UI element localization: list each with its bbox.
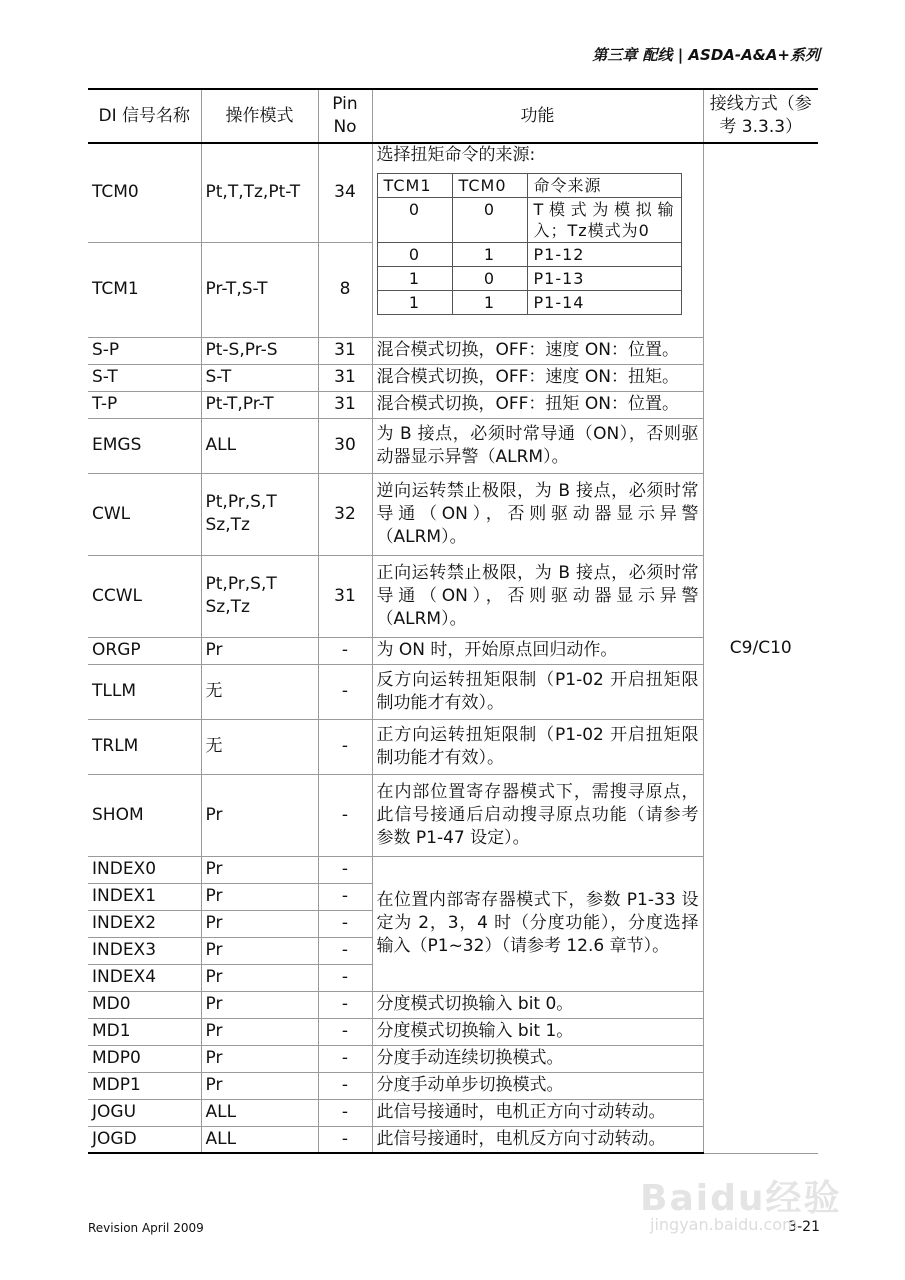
pin-number: 30 [318, 418, 372, 473]
operation-mode: Pr [201, 910, 318, 937]
operation-mode: Pr [201, 1045, 318, 1072]
signal-name: INDEX1 [88, 883, 201, 910]
bit-value: 1 [452, 291, 527, 315]
signal-name: EMGS [88, 418, 201, 473]
bit-value: 0 [452, 198, 527, 243]
signal-name: TRLM [88, 719, 201, 774]
pin-number: - [318, 1099, 372, 1126]
function-description: 为 ON 时，开始原点回归动作。 [372, 637, 703, 664]
bit-value: 1 [377, 291, 452, 315]
operation-mode: Pr [201, 1072, 318, 1099]
signal-name: TLLM [88, 664, 201, 719]
pin-number: - [318, 883, 372, 910]
sub-table-row [377, 267, 681, 291]
signal-name: MD0 [88, 991, 201, 1018]
bit-value: 0 [377, 198, 452, 243]
pin-number: - [318, 719, 372, 774]
pin-number: 31 [318, 555, 372, 637]
signal-name: TCM1 [88, 242, 201, 337]
signal-name: MDP1 [88, 1072, 201, 1099]
signal-name: MD1 [88, 1018, 201, 1045]
sub-table-header [377, 174, 681, 198]
function-description: 分度手动连续切换模式。 [372, 1045, 703, 1072]
signal-name: CWL [88, 473, 201, 555]
operation-mode: Pr [201, 937, 318, 964]
pin-number: - [318, 1045, 372, 1072]
signal-name: INDEX3 [88, 937, 201, 964]
sub-header-cell: TCM0 [452, 174, 527, 198]
torque-source-table [377, 173, 682, 315]
di-signal-table [88, 88, 818, 1154]
function-description: 分度手动单步切换模式。 [372, 1072, 703, 1099]
pin-number: 31 [318, 337, 372, 364]
operation-mode: 无 [201, 664, 318, 719]
operation-mode: Pr [201, 856, 318, 883]
signal-name: SHOM [88, 774, 201, 856]
operation-mode: Pr [201, 991, 318, 1018]
pin-number: - [318, 1018, 372, 1045]
command-source: P1-13 [527, 267, 681, 291]
function-description: 分度模式切换输入 bit 1。 [372, 1018, 703, 1045]
operation-mode: ALL [201, 418, 318, 473]
signal-name: INDEX0 [88, 856, 201, 883]
pin-number: - [318, 637, 372, 664]
table-header-row [88, 89, 818, 143]
bit-value: 1 [452, 243, 527, 267]
function-description: 混合模式切换，OFF：速度 ON：扭矩。 [372, 364, 703, 391]
signal-name: S-T [88, 364, 201, 391]
sub-table-row [377, 243, 681, 267]
pin-number: - [318, 964, 372, 991]
signal-name: MDP0 [88, 1045, 201, 1072]
function-description: 正向运转禁止极限，为 B 接点，必须时常导通（ON），否则驱动器显示异警（ALRM）。 [372, 555, 703, 637]
signal-name: JOGU [88, 1099, 201, 1126]
col-header-func: 功能 [372, 89, 703, 143]
bit-value: 1 [377, 267, 452, 291]
signal-name: CCWL [88, 555, 201, 637]
command-source: T模式为模拟输入；Tz模式为0 [527, 198, 681, 243]
operation-mode: 无 [201, 719, 318, 774]
pin-number: - [318, 774, 372, 856]
operation-mode: Pr [201, 1018, 318, 1045]
pin-number: - [318, 664, 372, 719]
pin-number: - [318, 991, 372, 1018]
watermark-logo: Baidu经验 [640, 1178, 842, 1219]
operation-mode: Pr [201, 883, 318, 910]
operation-mode: Pr [201, 774, 318, 856]
operation-mode: Pt,T,Tz,Pt-T [201, 143, 318, 242]
pin-number: - [318, 910, 372, 937]
footer-revision: Revision April 2009 [88, 1221, 204, 1235]
operation-mode: Pt-S,Pr-S [201, 337, 318, 364]
signal-name: INDEX4 [88, 964, 201, 991]
function-description: 此信号接通时，电机反方向寸动转动。 [372, 1126, 703, 1153]
col-header-mode: 操作模式 [201, 89, 318, 143]
command-source: P1-12 [527, 243, 681, 267]
function-description: 在内部位置寄存器模式下，需搜寻原点，此信号接通后启动搜寻原点功能（请参考参数 P1-47 设定）。 [372, 774, 703, 856]
operation-mode: Pr-T,S-T [201, 242, 318, 337]
table-row [88, 143, 818, 242]
bit-value: 0 [452, 267, 527, 291]
signal-name: INDEX2 [88, 910, 201, 937]
signal-name: ORGP [88, 637, 201, 664]
col-header-pin: Pin No [318, 89, 372, 143]
signal-name: S-P [88, 337, 201, 364]
operation-mode: Pt,Pr,S,T Sz,Tz [201, 555, 318, 637]
sub-header-cell: TCM1 [377, 174, 452, 198]
operation-mode: Pt-T,Pr-T [201, 391, 318, 418]
col-header-wire: 接线方式（参考 3.3.3） [703, 89, 818, 143]
pin-number: - [318, 1072, 372, 1099]
function-description: 为 B 接点，必须时常导通（ON），否则驱动器显示异警（ALRM）。 [372, 418, 703, 473]
wiring-method: C9/C10 [703, 143, 818, 1153]
pin-number: 34 [318, 143, 372, 242]
function-index: 在位置内部寄存器模式下，参数 P1-33 设定为 2，3，4 时（分度功能），分度选择输入（P1~32）（请参考 12.6 章节）。 [372, 856, 703, 991]
operation-mode: ALL [201, 1099, 318, 1126]
command-source: P1-14 [527, 291, 681, 315]
pin-number: 32 [318, 473, 372, 555]
function-description: 逆向运转禁止极限，为 B 接点，必须时常导通（ON），否则驱动器显示异警（ALRM）。 [372, 473, 703, 555]
pin-number: - [318, 856, 372, 883]
watermark-url: jingyan.baidu.com [650, 1215, 798, 1234]
col-header-name: DI 信号名称 [88, 89, 201, 143]
operation-mode: Pr [201, 964, 318, 991]
pin-number: - [318, 937, 372, 964]
signal-name: T-P [88, 391, 201, 418]
sub-table-row [377, 198, 681, 243]
function-description: 混合模式切换，OFF：扭矩 ON：位置。 [372, 391, 703, 418]
sub-table-row [377, 291, 681, 315]
function-description: 混合模式切换，OFF：速度 ON：位置。 [372, 337, 703, 364]
page-header: 第三章 配线 | ASDA-A&A+系列 [592, 46, 820, 64]
pin-number: - [318, 1126, 372, 1153]
bit-value: 0 [377, 243, 452, 267]
signal-name: JOGD [88, 1126, 201, 1153]
signal-name: TCM0 [88, 143, 201, 242]
function-description: 反方向运转扭矩限制（P1-02 开启扭矩限制功能才有效）。 [372, 664, 703, 719]
function-description: 正方向运转扭矩限制（P1-02 开启扭矩限制功能才有效）。 [372, 719, 703, 774]
operation-mode: ALL [201, 1126, 318, 1153]
pin-number: 31 [318, 391, 372, 418]
operation-mode: S-T [201, 364, 318, 391]
sub-header-cell: 命令来源 [527, 174, 681, 198]
footer-page-number: 3-21 [788, 1219, 820, 1235]
function-description: 此信号接通时，电机正方向寸动转动。 [372, 1099, 703, 1126]
pin-number: 31 [318, 364, 372, 391]
operation-mode: Pr [201, 637, 318, 664]
pin-number: 8 [318, 242, 372, 337]
function-tcm [372, 143, 703, 337]
tcm-intro: 选择扭矩命令的来源: [376, 145, 536, 165]
operation-mode: Pt,Pr,S,T Sz,Tz [201, 473, 318, 555]
function-description: 分度模式切换输入 bit 0。 [372, 991, 703, 1018]
